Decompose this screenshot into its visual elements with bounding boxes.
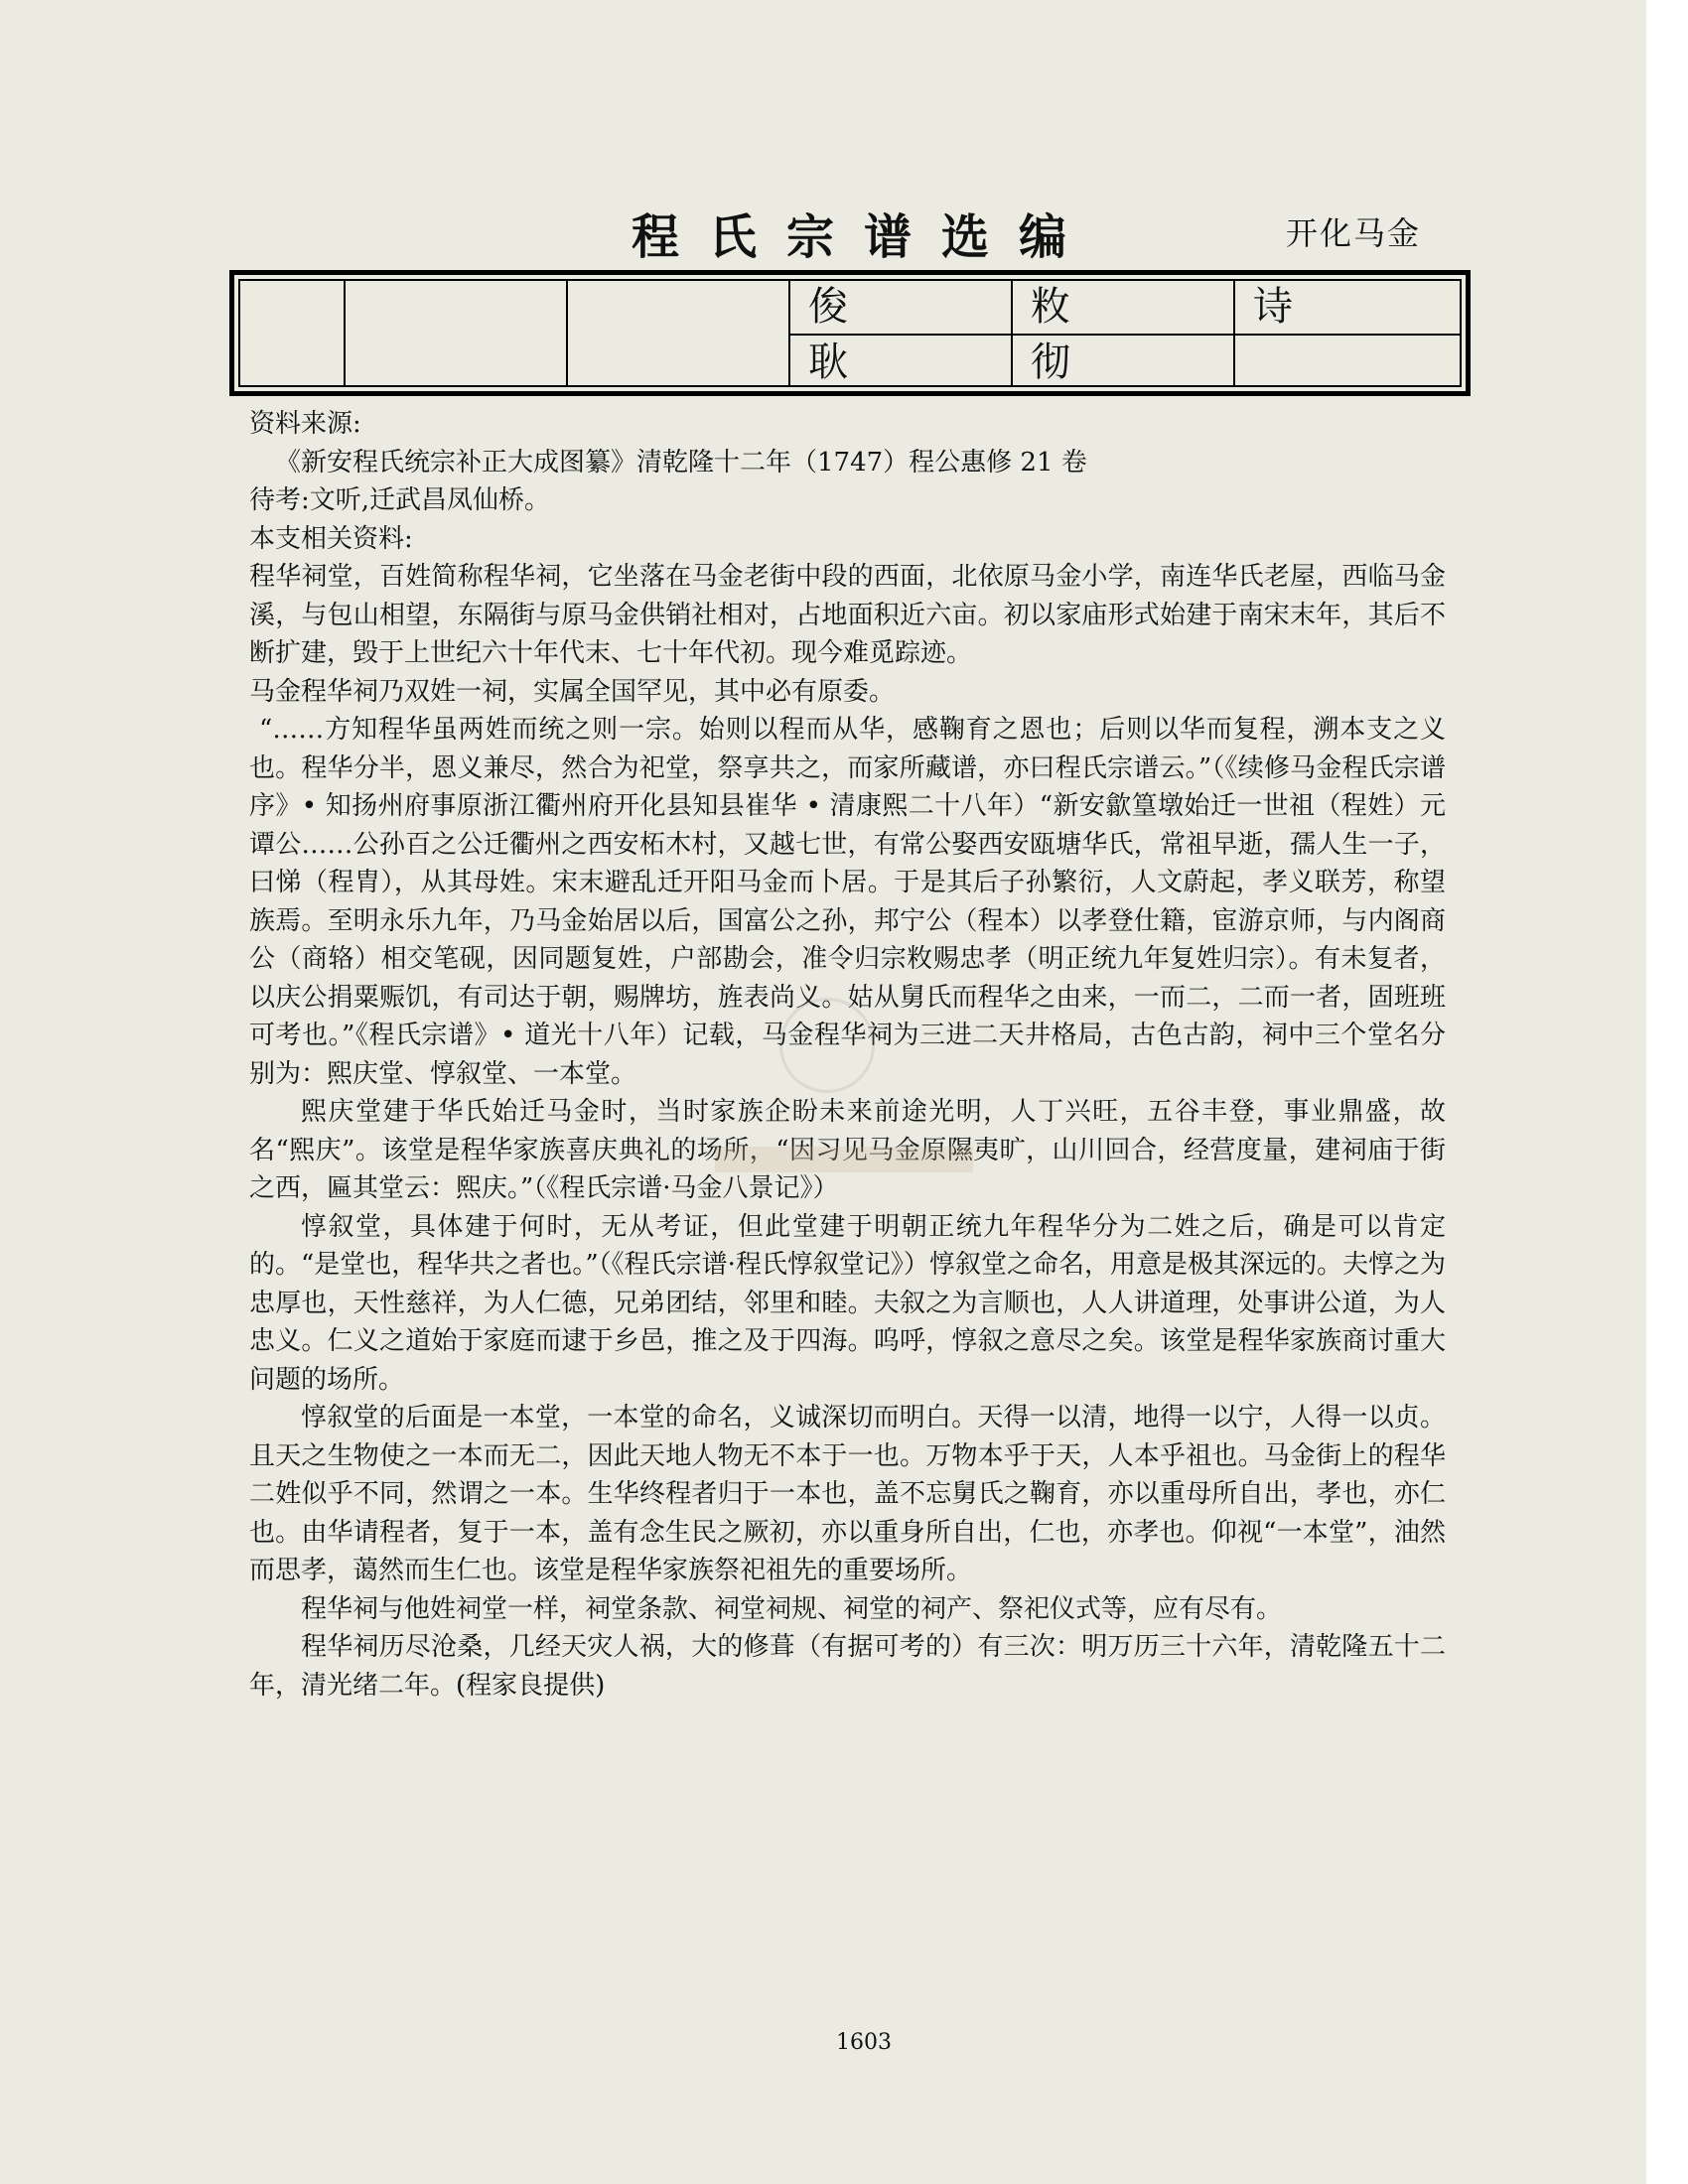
page-title: 程氏宗谱选编	[631, 209, 1096, 265]
paragraph: 程华祠历尽沧桑，几经天灾人祸，大的修葺（有据可考的）有三次：明万历三十六年，清乾隆五十二年，清光绪二年。(程家良提供)	[249, 1632, 1446, 1701]
grid-inner-frame	[238, 279, 1462, 387]
watermark-band	[715, 1147, 973, 1172]
paragraph: 马金程华祠乃双姓一祠，实属全国罕见，其中必有原委。	[249, 676, 896, 707]
source-label: 资料来源:	[249, 409, 361, 439]
pending-note: 待考:文听,迁武昌凤仙桥。	[249, 485, 551, 515]
grid-row-divider	[788, 334, 1460, 336]
related-label: 本支相关资料:	[249, 523, 413, 554]
paragraph: 程华祠堂，百姓简称程华祠，它坐落在马金老街中段的西面，北依原马金小学，南连华氏老屋，西临马金溪，与包山相望，东隔街与原马金供销社相对，占地面积近六亩。初以家庙形式始建于南宋末年，其后不断扩建，毁于上世纪六十年代末、七十年代初。现今难觅踪迹。	[249, 562, 1446, 668]
grid-divider	[344, 281, 346, 385]
paragraph: 程华祠与他姓祠堂一样，祠堂条款、祠堂祠规、祠堂的祠产、祭祀仪式等，应有尽有。	[301, 1593, 1283, 1624]
watermark-seal	[779, 998, 875, 1093]
genealogy-grid	[229, 270, 1471, 396]
page-subtitle: 开化马金	[1286, 214, 1422, 252]
grid-divider	[566, 281, 568, 385]
grid-cell: 耿	[808, 340, 848, 385]
paragraph: 惇叙堂，具体建于何时，无从考证，但此堂建于明朝正统九年程华分为二姓之后，确是可以肯定的。“是堂也，程华共之者也。”（《程氏宗谱·程氏惇叙堂记》）惇叙堂之命名，用意是极其深远的。夫惇之为忠厚也，天性慈祥，为人仁德，兄弟团结，邻里和睦。夫叙之为言顺也，人人讲道理，处事讲公道，为人忠义。仁义之道始于家庭而逮于乡邑，推之及于四海。呜呼，惇叙之意尽之矣。该堂是程华家族商讨重大问题的场所。	[249, 1211, 1446, 1395]
grid-cell: 彻	[1031, 340, 1070, 385]
grid-cell: 敉	[1031, 284, 1070, 330]
grid-cell: 俊	[808, 284, 848, 330]
paragraph: “……方知程华虽两姓而统之则一宗。始则以程而从华，感鞠育之恩也；后则以华而复程，溯本支之义也。程华分半，恩义兼尽，然合为祀堂，祭享共之，而家所藏谱，亦曰程氏宗谱云。”（《续修马金程氏宗谱序》• 知扬州府事原浙江衢州府开化县知县崔华 • 清康熙二十八年）“新安歙篁墩始迁一世祖（程姓）元谭公……公孙百之公迁衢州之西安柘木村，又越七世，有常公娶西安瓯塘华氏，常祖早逝，孺人生一子，曰悌（程胄），从其母姓。宋末避乱迁开阳马金而卜居。于是其后子孙繁衍，人文蔚起，孝义联芳，称望族焉。至明永乐九年，乃马金始居以后，国富公之孙，邦宁公（程本）以孝登仕籍，宦游京师，与内阁商公（商辂）相交笔砚，因同题复姓，户部勘会，准令归宗敉赐忠孝（明正统九年复姓归宗）。有未复者，以庆公捐粟赈饥，有司达于朝，赐牌坊，旌表尚义。姑从舅氏而程华之由来，一而二，二而一者，固班班可考也。”《程氏宗谱》• 道光十八年）记载，马金程华祠为三进二天井格局，古色古韵，祠中三个堂名分别为：熙庆堂、惇叙堂、一本堂。	[249, 715, 1446, 1089]
page-number: 1603	[836, 2030, 892, 2055]
grid-cell: 诗	[1253, 284, 1293, 330]
source-item: 《新安程氏统宗补正大成图纂》清乾隆十二年（1747）程公惠修 21 卷	[275, 447, 1087, 478]
paragraph: 惇叙堂的后面是一本堂，一本堂的命名，义诚深切而明白。天得一以清，地得一以宁，人得一以贞。且天之生物使之一本而无二，因此天地人物无不本于一也。万物本乎于天，人本乎祖也。马金街上的程华二姓似乎不同，然谓之一本。生华终程者归于一本也，盖不忘舅氏之鞠育，亦以重母所自出，孝也，亦仁也。由华请程者，复于一本，盖有念生民之厥初，亦以重身所自出，仁也，亦孝也。仰视“一本堂”，油然而思孝，蔼然而生仁也。该堂是程华家族祭祀祖先的重要场所。	[249, 1403, 1446, 1585]
paragraph: 熙庆堂建于华氏始迁马金时，当时家族企盼未来前途光明，人丁兴旺，五谷丰登，事业鼎盛，故名“熙庆”。该堂是程华家族喜庆典礼的场所，“因习见马金原隰夷旷，山川回合，经营度量，建祠庙于街之西，匾其堂云：熙庆。”（《程氏宗谱·马金八景记》）	[249, 1097, 1446, 1203]
